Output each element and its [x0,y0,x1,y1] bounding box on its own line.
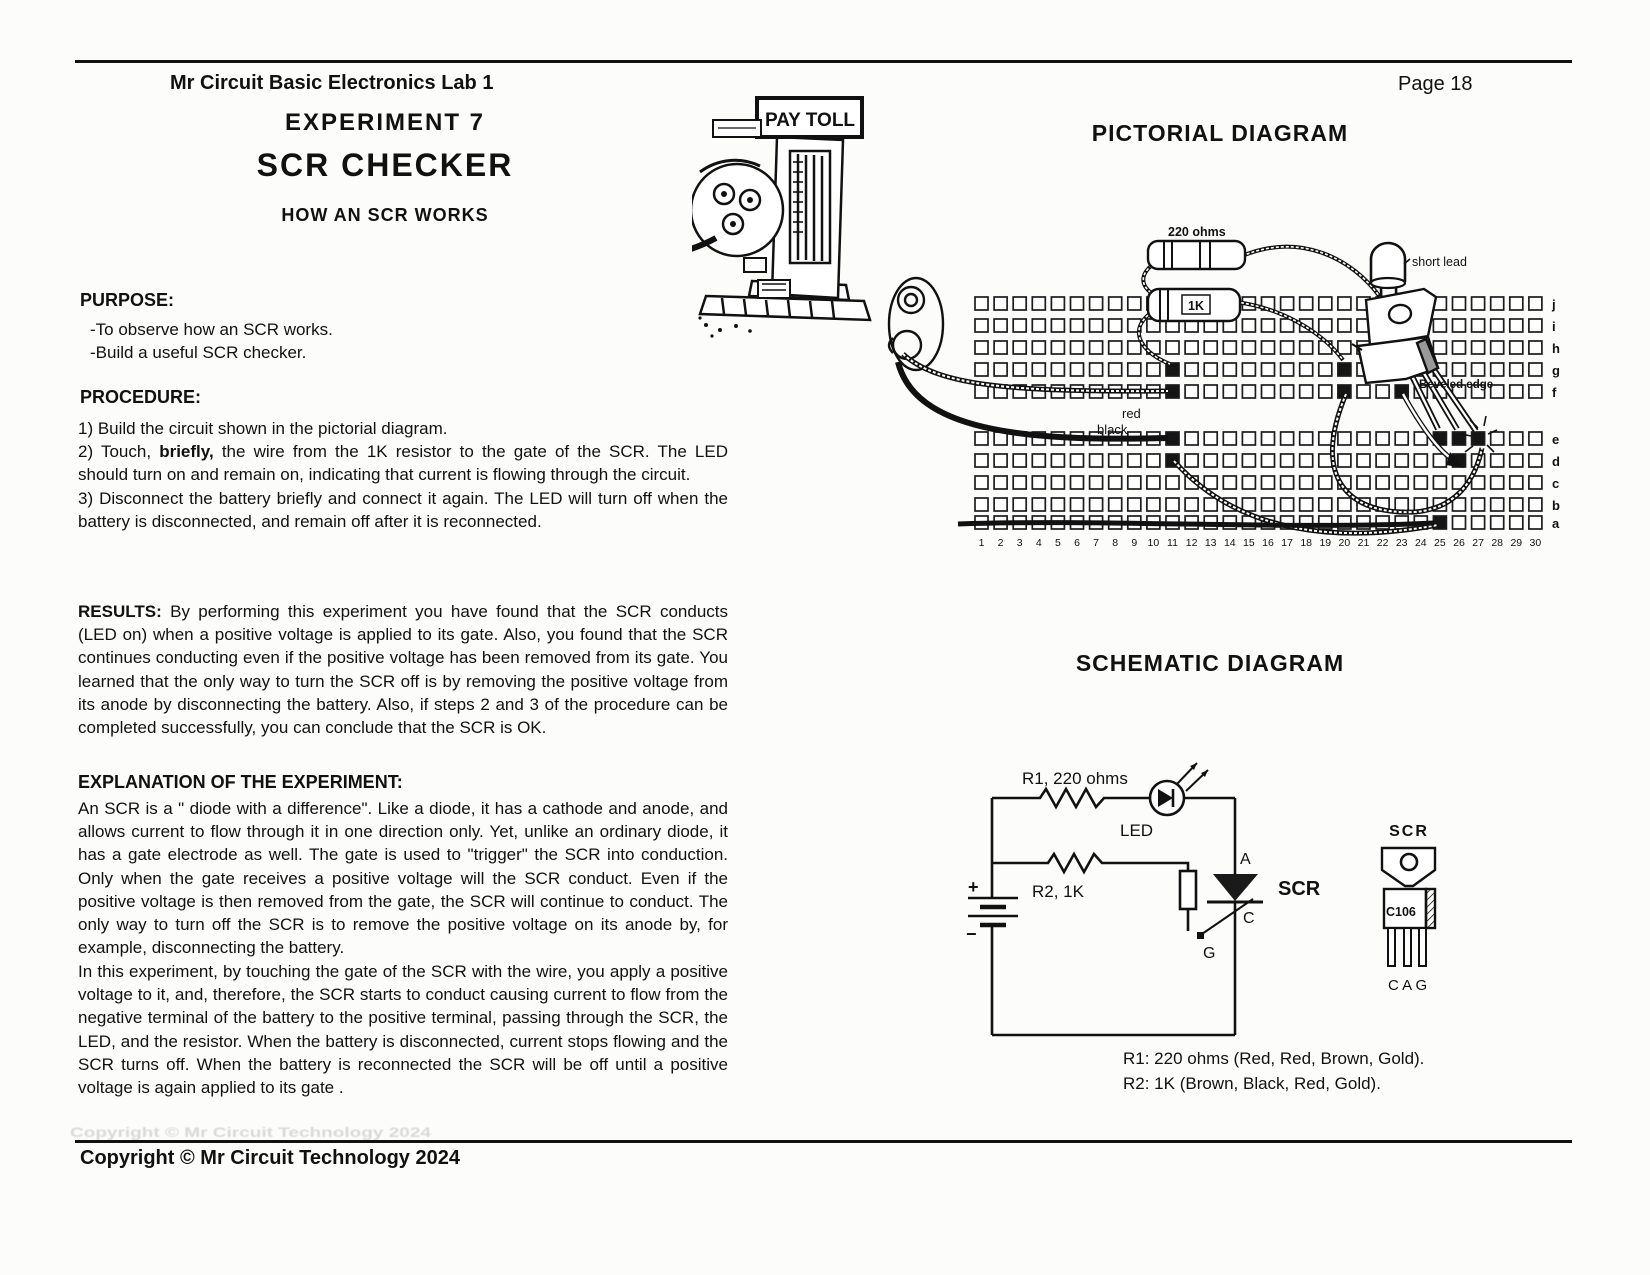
breadboard-hole [1319,319,1332,332]
footer-rule [75,1140,1572,1143]
battery-snap [889,278,943,370]
breadboard-hole [1319,476,1332,489]
breadboard-hole [1242,363,1255,376]
purpose-item-1: -To observe how an SCR works. [90,320,333,339]
column-label-2: 2 [997,537,1004,549]
column-label-4: 4 [1035,537,1042,549]
breadboard-hole [1109,341,1122,354]
breadboard-hole [1032,454,1045,467]
breadboard-hole [1051,297,1064,310]
breadboard-hole [1128,454,1141,467]
breadboard-hole [1223,476,1236,489]
breadboard-hole [975,297,988,310]
breadboard-hole [1453,319,1466,332]
breadboard-hole [1090,341,1103,354]
breadboard-hole [1090,476,1103,489]
breadboard-hole [1166,476,1179,489]
breadboard-hole [1262,432,1275,445]
column-label-12: 12 [1185,537,1198,549]
breadboard-hole [1185,432,1198,445]
breadboard-hole [1071,319,1084,332]
label-black: black [1097,422,1128,437]
breadboard-hole [1433,341,1446,354]
breadboard-hole [1281,476,1294,489]
breadboard-hole [1281,341,1294,354]
breadboard-hole [994,454,1007,467]
breadboard-hole [1281,498,1294,511]
breadboard-hole [1090,363,1103,376]
row-label-b: b [1552,498,1560,513]
column-label-15: 15 [1243,537,1255,549]
breadboard-hole [1281,297,1294,310]
purpose-heading: PURPOSE: [80,290,175,310]
column-label-11: 11 [1167,537,1178,549]
procedure-step-2: 2) Touch, briefly, the wire from the 1K resistor to the gate of the SCR. The LED should turn on and remain on, indicating that current is flowing through the circuit. [78,442,728,485]
footer-ghost: Copyright © Mr Circuit Technology 2024 [70,1124,431,1141]
breadboard-column-labels [979,537,1542,549]
breadboard-hole [1281,363,1294,376]
breadboard-hole [1433,476,1446,489]
row-label-i: i [1552,319,1556,334]
breadboard-hole [1510,454,1523,467]
breadboard-hole [1414,454,1427,467]
breadboard-hole [1319,385,1332,398]
breadboard-hole [1395,498,1408,511]
breadboard-hole [1262,476,1275,489]
breadboard-hole [1147,498,1160,511]
breadboard-hole [1242,432,1255,445]
label-220-ohms: 220 ohms [1168,225,1226,239]
package-scr-label: SCR [1389,823,1429,840]
speckles [698,316,751,337]
breadboard-hole [1032,341,1045,354]
column-label-1: 1 [978,537,985,549]
column-label-6: 6 [1074,537,1080,549]
column-label-9: 9 [1131,537,1138,549]
breadboard-hole [1319,498,1332,511]
column-label-20: 20 [1338,537,1351,549]
breadboard-hole [1357,432,1370,445]
breadboard-hole [1071,297,1084,310]
breadboard-hole [1414,476,1427,489]
procedure-heading: PROCEDURE: [80,387,202,407]
breadboard-hole [1491,516,1504,529]
breadboard-hole [1300,363,1313,376]
experiment-heading: EXPERIMENT 7 [284,109,486,136]
pictorial-title: PICTORIAL DIAGRAM [1091,120,1349,146]
column-label-13: 13 [1204,537,1217,549]
breadboard-hole [1319,297,1332,310]
breadboard-hole [1491,498,1504,511]
breadboard-hole [1395,454,1408,467]
breadboard-hole [1357,385,1370,398]
column-label-24: 24 [1414,537,1427,549]
breadboard-hole [1491,454,1504,467]
breadboard-hole [1204,341,1217,354]
resistor-notes [1123,1046,1424,1096]
breadboard-hole [1109,476,1122,489]
breadboard-hole [1051,498,1064,511]
page-number: Page 18 [1398,73,1473,95]
row-label-e: e [1552,432,1560,447]
results-paragraph: RESULTS: By performing this experiment you have found that the SCR conducts (LED on) when a positive voltage is applied to its gate. Also, you found that the SCR continues conducting even if the positive voltage has been removed from its gate. You learned that the only way to turn the SCR off is by removing the positive voltage from its anode by disconnecting the battery. Also, if steps 2 and 3 of the procedure can be completed successfully, you can conclude that the SCR is OK. [78,602,728,738]
breadboard-hole [1338,454,1351,467]
breadboard-hole [1242,385,1255,398]
breadboard-hole [1071,363,1084,376]
column-label-10: 10 [1147,537,1160,549]
breadboard-hole [1128,341,1141,354]
breadboard-hole [975,363,988,376]
breadboard-hole [1357,454,1370,467]
breadboard-hole [1395,476,1408,489]
breadboard-hole [1338,297,1351,310]
breadboard-hole [1051,363,1064,376]
breadboard-hole [1090,319,1103,332]
schematic-title: SCHEMATIC DIAGRAM [1075,650,1345,676]
breadboard-hole [1147,454,1160,467]
column-label-19: 19 [1319,537,1332,549]
breadboard-hole [1032,319,1045,332]
breadboard-hole [1510,297,1523,310]
breadboard-hole [1300,454,1313,467]
label-beveled-edge: Beveled edge [1419,379,1494,391]
anode-label: A [1240,851,1251,868]
breadboard-hole [1109,498,1122,511]
breadboard-hole [1472,319,1485,332]
breadboard-hole [1529,454,1542,467]
breadboard-hole [1242,341,1255,354]
breadboard-hole [1185,341,1198,354]
results-label: RESULTS: [78,602,162,621]
breadboard-hole [1013,363,1026,376]
label-1k: 1K [1188,299,1204,313]
breadboard-hole [1185,454,1198,467]
breadboard-hole [1433,319,1446,332]
row-a-wire [958,523,1434,526]
breadboard-hole [1185,385,1198,398]
battery-plus: + [968,877,979,897]
breadboard-hole [1147,476,1160,489]
breadboard-row-labels [1551,297,1560,531]
breadboard-hole [1013,498,1026,511]
breadboard-hole [1223,432,1236,445]
breadboard-hole [1510,363,1523,376]
breadboard-hole [1262,385,1275,398]
breadboard-hole [1529,432,1542,445]
breadboard-hole [1300,498,1313,511]
note-r1: R1: 220 ohms (Red, Red, Brown, Gold). [1123,1049,1425,1068]
breadboard-hole [975,319,988,332]
column-label-16: 16 [1262,537,1274,549]
breadboard-hole [1109,454,1122,467]
breadboard-hole [1204,498,1217,511]
breadboard-hole [1529,385,1542,398]
breadboard-hole [1453,363,1466,376]
column-label-3: 3 [1016,537,1023,549]
breadboard-hole-marked [1338,363,1351,376]
breadboard-hole [1319,363,1332,376]
breadboard-hole [1166,341,1179,354]
battery-minus: − [966,924,977,944]
breadboard-hole [1357,476,1370,489]
breadboard-hole [1376,385,1389,398]
circuit-wires [968,789,1253,1035]
breadboard-hole [1071,476,1084,489]
breadboard-hole [1510,476,1523,489]
explanation-paragraph-2: In this experiment, by touching the gate of the SCR with the wire, you apply a positive voltage to it, and, therefore, the SCR starts to conduct causing current to flow from the negative terminal of the battery to the positive terminal, passing through the SCR, the LED, and the resistor. When the battery is disconnected, current stops flowing and the SCR turns off. When the battery is reconnected the SCR will be off until a positive voltage is again applied to its gate . [78,962,728,1098]
breadboard-hole [1109,363,1122,376]
breadboard-hole [1090,297,1103,310]
breadboard-hole [1281,432,1294,445]
breadboard-hole [1051,476,1064,489]
breadboard-hole [1491,297,1504,310]
breadboard-hole [994,476,1007,489]
breadboard-hole [1128,297,1141,310]
breadboard-hole [1453,341,1466,354]
row-label-f: f [1552,385,1557,400]
breadboard-hole [1223,454,1236,467]
breadboard-hole [1491,363,1504,376]
breadboard-hole [1013,341,1026,354]
breadboard-hole [975,476,988,489]
label-short-lead: short lead [1412,255,1467,269]
column-label-21: 21 [1357,537,1370,549]
breadboard-hole [1051,454,1064,467]
breadboard-hole [1128,476,1141,489]
package-pins-label: C A G [1388,977,1428,994]
breadboard-hole [1166,498,1179,511]
breadboard-hole [1529,363,1542,376]
breadboard-hole [1491,432,1504,445]
column-label-26: 26 [1453,537,1465,549]
breadboard-hole [1472,516,1485,529]
breadboard-hole [1032,498,1045,511]
breadboard-hole [1262,454,1275,467]
breadboard-hole [1090,454,1103,467]
column-label-25: 25 [1434,537,1446,549]
breadboard-hole [1453,297,1466,310]
breadboard-hole [1223,341,1236,354]
breadboard-hole [1013,297,1026,310]
column-label-23: 23 [1395,537,1408,549]
breadboard-hole [994,297,1007,310]
led-label: LED [1120,821,1154,840]
breadboard-hole [1338,432,1351,445]
breadboard-hole [994,498,1007,511]
pay-toll-text: PAY TOLL [764,110,856,131]
breadboard-hole [1395,432,1408,445]
breadboard-hole [1376,432,1389,445]
breadboard-hole [1032,297,1045,310]
page-title: SCR CHECKER [256,147,514,183]
breadboard-hole [1491,341,1504,354]
breadboard-hole [1204,476,1217,489]
led-symbol [1150,763,1208,815]
breadboard-hole [1338,498,1351,511]
breadboard-hole [1529,297,1542,310]
row-label-j: j [1552,297,1556,312]
briefly-bold: briefly, [159,442,214,462]
breadboard-hole [1109,319,1122,332]
breadboard-hole [1491,476,1504,489]
column-label-28: 28 [1491,537,1504,549]
breadboard-hole [1338,341,1351,354]
row-label-g: g [1552,363,1560,378]
row-label-c: c [1552,476,1560,491]
row-label-d: d [1552,454,1560,469]
procedure-step-1: 1) Build the circuit shown in the pictorial diagram. [78,419,448,438]
breadboard-hole [1147,363,1160,376]
breadboard-hole [1529,516,1542,529]
breadboard-hole [1242,498,1255,511]
breadboard-hole [1491,319,1504,332]
breadboard-hole [994,319,1007,332]
breadboard-hole [1242,476,1255,489]
course-title: Mr Circuit Basic Electronics Lab 1 [170,72,494,94]
breadboard-hole [1338,319,1351,332]
breadboard-hole [1510,341,1523,354]
breadboard-hole [1453,516,1466,529]
column-label-27: 27 [1472,537,1484,549]
breadboard-hole [1013,319,1026,332]
breadboard-hole [1376,454,1389,467]
breadboard-hole [1472,341,1485,354]
scr-label: SCR [1278,878,1321,900]
breadboard-hole [1262,498,1275,511]
breadboard-hole [1300,341,1313,354]
breadboard-hole [1300,297,1313,310]
cathode-label: C [1243,910,1255,927]
breadboard-hole [1472,297,1485,310]
top-rule [75,60,1572,63]
procedure-step-3: 3) Disconnect the battery briefly and connect it again. The LED will turn off when the battery is disconnected, and remain off after it is reconnected. [78,488,728,531]
breadboard-hole [1472,363,1485,376]
schematic-diagram [950,740,1510,1050]
breadboard-hole [1032,476,1045,489]
breadboard-hole [1223,363,1236,376]
breadboard-hole [1128,363,1141,376]
column-label-17: 17 [1281,537,1293,549]
breadboard-hole [1242,319,1255,332]
breadboard-hole [994,341,1007,354]
label-red: red [1122,406,1141,421]
breadboard-hole [1510,498,1523,511]
breadboard-hole [1051,341,1064,354]
breadboard-hole [975,498,988,511]
breadboard-hole [1090,498,1103,511]
breadboard-hole [1204,454,1217,467]
breadboard-hole [1262,319,1275,332]
breadboard-hole [1529,498,1542,511]
breadboard-hole [1510,516,1523,529]
column-label-7: 7 [1093,537,1100,549]
breadboard-hole [1071,341,1084,354]
note-r2: R2: 1K (Brown, Black, Red, Gold). [1123,1074,1381,1093]
r2-label: R2, 1K [1032,882,1084,901]
breadboard-hole [1510,432,1523,445]
breadboard-hole [1013,454,1026,467]
breadboard-hole [1376,476,1389,489]
column-label-18: 18 [1300,537,1313,549]
column-label-5: 5 [1054,537,1061,549]
breadboard-hole [994,363,1007,376]
column-label-29: 29 [1510,537,1523,549]
breadboard-hole [1242,454,1255,467]
breadboard-hole [1281,454,1294,467]
breadboard-diagram [860,218,1580,563]
breadboard-hole-marked [1472,432,1485,445]
r1-label: R1, 220 ohms [1022,769,1128,788]
breadboard-hole [1013,476,1026,489]
breadboard-hole [1204,385,1217,398]
breadboard-hole [1472,498,1485,511]
breadboard-hole [1300,476,1313,489]
breadboard-hole [1223,385,1236,398]
column-label-22: 22 [1376,537,1389,549]
package-part-number: C106 [1386,905,1416,919]
breadboard-hole [1128,498,1141,511]
column-label-30: 30 [1529,537,1542,549]
breadboard-hole [1510,385,1523,398]
breadboard-hole [1300,432,1313,445]
breadboard-hole [1319,432,1332,445]
breadboard-hole [1185,498,1198,511]
breadboard-hole [975,432,988,445]
breadboard-hole [1529,476,1542,489]
breadboard-hole [1071,454,1084,467]
breadboard-hole [1529,319,1542,332]
explanation-paragraph-1: An SCR is a " diode with a difference". Like a diode, it has a cathode and anode, and allows current to flow through it in one direction only. Yet, unlike an ordinary diode, it has a gate electrode as well. The gate is used to "trigger" the SCR into conduction. Only when the gate receives a positive voltage will the SCR conduct. Even if the positive voltage is then removed from the gate, the SCR will continue to conduct. The only way to turn off the SCR is to remove the positive voltage on its anode by, for example, disconnecting the battery. [78,799,728,958]
breadboard-hole [1204,363,1217,376]
breadboard-hole [975,341,988,354]
column-label-14: 14 [1223,537,1236,549]
breadboard-hole [1204,432,1217,445]
breadboard-hole [1262,341,1275,354]
breadboard-hole [1300,385,1313,398]
footer-copyright: Copyright © Mr Circuit Technology 2024 [80,1147,460,1169]
breadboard-hole [1510,319,1523,332]
scr-symbol [1197,874,1263,939]
procedure-steps [78,417,728,533]
page-subtitle: HOW AN SCR WORKS [281,205,489,225]
row-label-a: a [1552,516,1560,531]
gate-label: G [1203,945,1216,962]
purpose-item-2: -Build a useful SCR checker. [90,343,307,362]
breadboard-hole [1071,498,1084,511]
breadboard-hole [975,454,988,467]
breadboard-hole [1185,363,1198,376]
breadboard-hole [1529,341,1542,354]
breadboard-hole [1109,297,1122,310]
column-label-8: 8 [1112,537,1119,549]
breadboard-hole [1281,385,1294,398]
row-label-h: h [1552,341,1560,356]
breadboard-hole [1032,363,1045,376]
explanation-heading: EXPLANATION OF THE EXPERIMENT: [78,772,403,792]
breadboard-hole [1262,363,1275,376]
breadboard-hole [1319,454,1332,467]
breadboard-hole [1051,319,1064,332]
